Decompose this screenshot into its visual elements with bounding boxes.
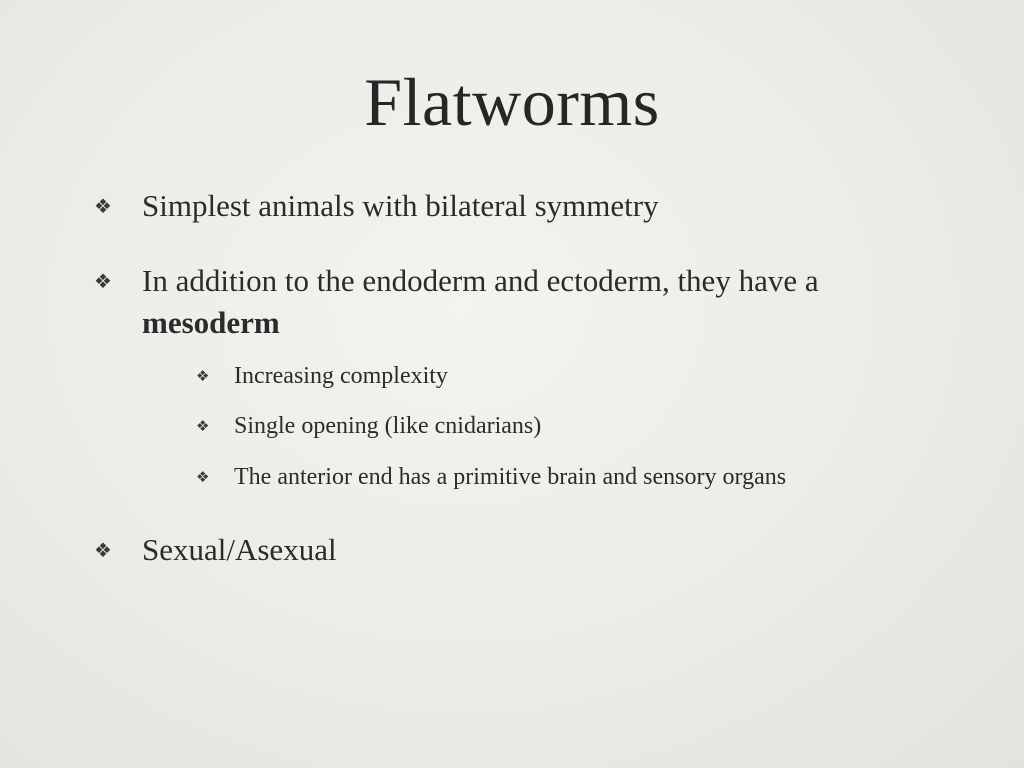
diamond-bullet-icon: ❖ xyxy=(94,269,112,293)
sub-bullet-text: Increasing complexity xyxy=(234,363,448,389)
sub-bullet-text: Single opening (like cnidarians) xyxy=(234,413,542,439)
bullet-bold-term: mesoderm xyxy=(142,305,280,340)
diamond-bullet-icon: ❖ xyxy=(196,367,210,385)
diamond-bullet-icon: ❖ xyxy=(94,194,112,218)
bullet-item xyxy=(94,260,932,344)
sub-bullet-item xyxy=(196,360,448,392)
bullet-text: Sexual/Asexual xyxy=(142,532,337,567)
bullet-text-lead: In addition to the endoderm and ectoderm, they have a xyxy=(142,263,819,298)
diamond-bullet-icon: ❖ xyxy=(196,417,210,435)
bullet-item xyxy=(94,529,932,571)
bullet-text: Simplest animals with bilateral symmetry xyxy=(142,188,659,223)
slide-title: Flatworms xyxy=(364,64,660,140)
sub-bullet-item xyxy=(196,461,786,493)
bullet-text xyxy=(142,260,932,344)
bullet-item xyxy=(94,185,932,227)
sub-bullet-text: The anterior end has a primitive brain and sensory organs xyxy=(234,464,787,490)
diamond-bullet-icon: ❖ xyxy=(94,538,112,562)
sub-bullet-item xyxy=(196,410,541,442)
diamond-bullet-icon: ❖ xyxy=(196,468,210,486)
